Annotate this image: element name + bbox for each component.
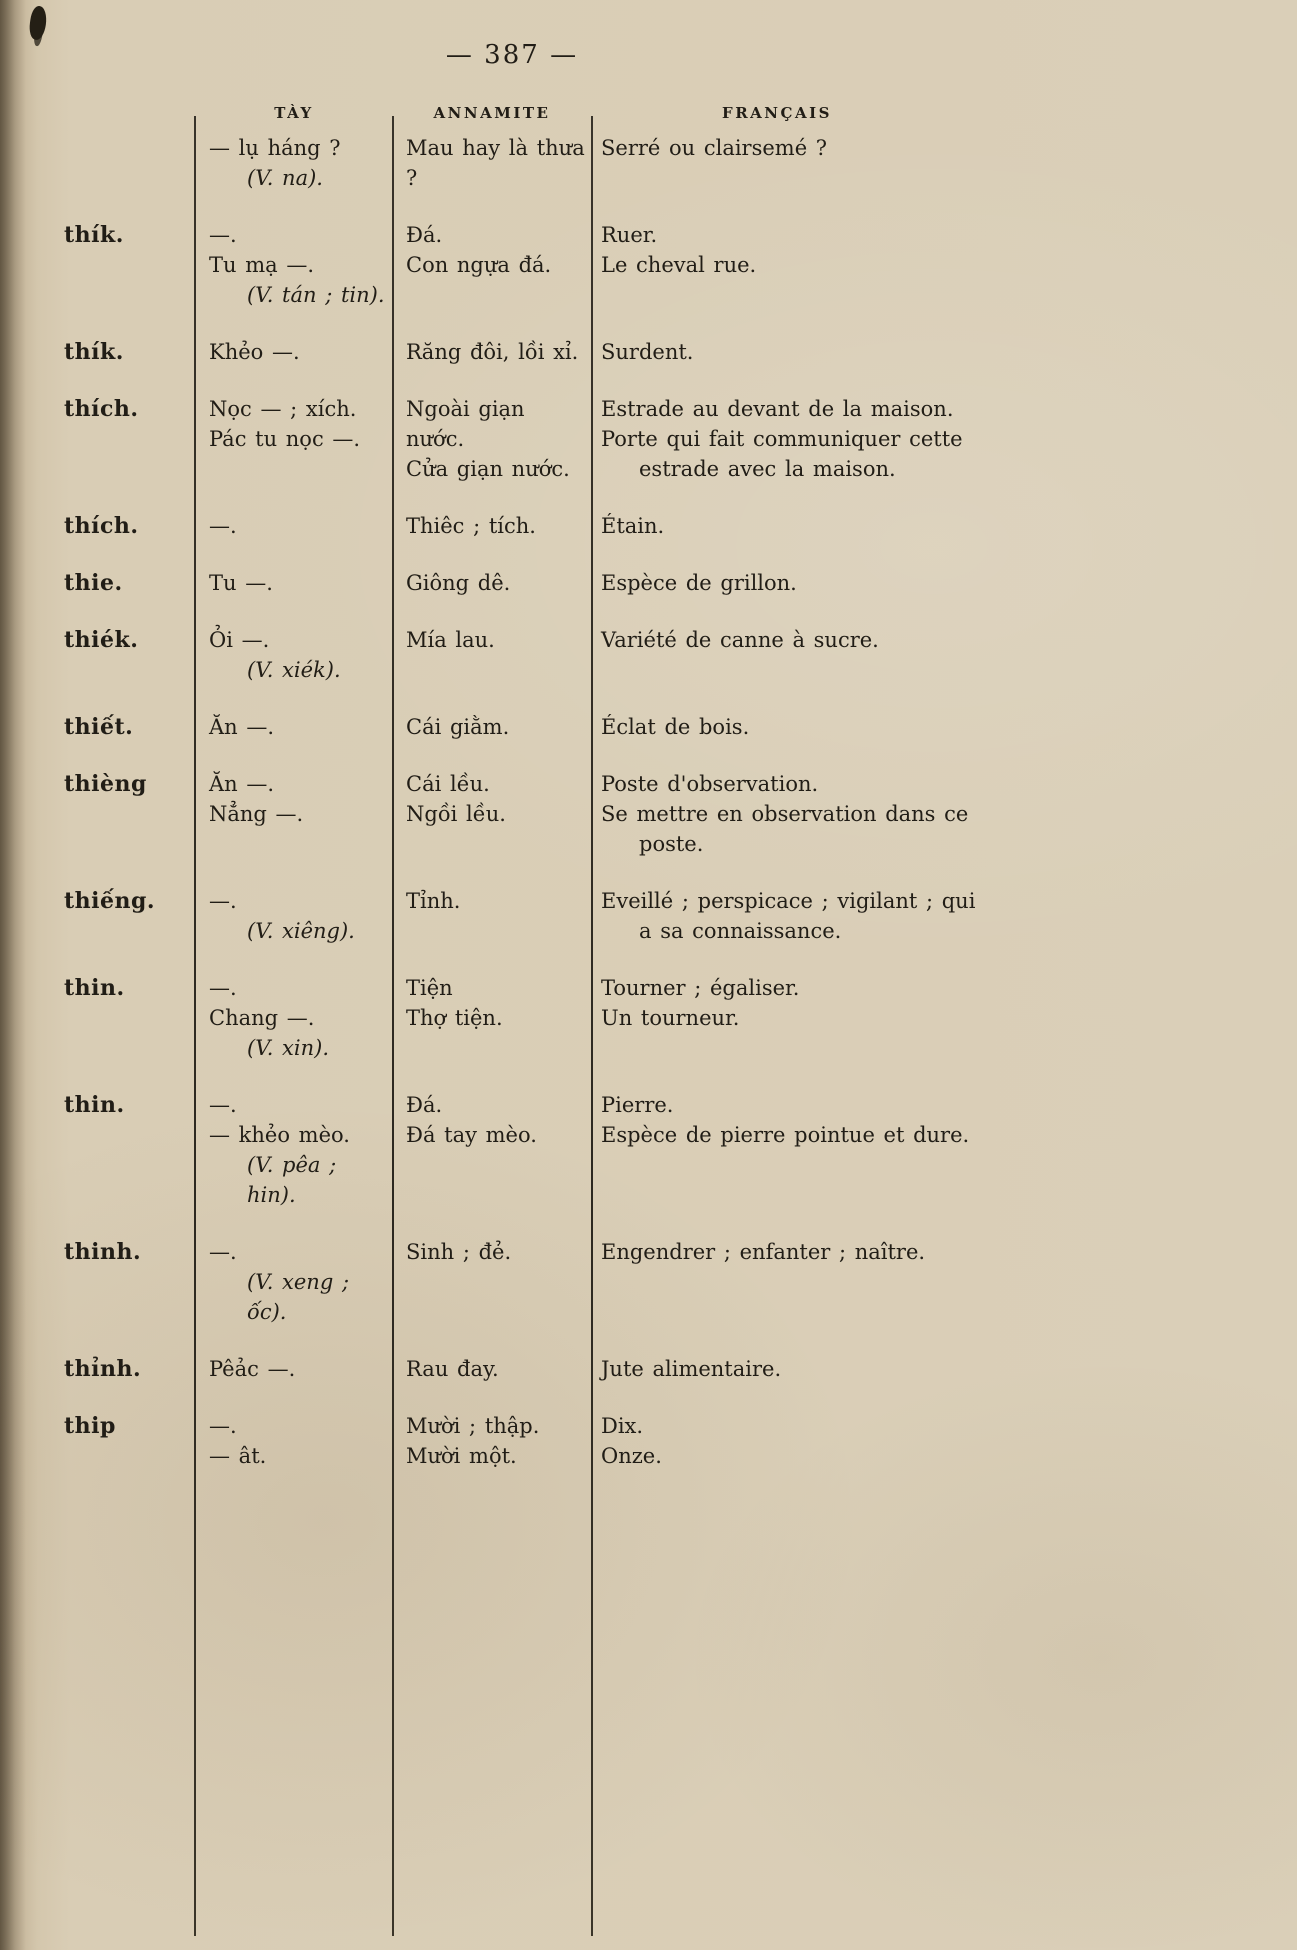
annamite-line: Thiêc ; tích. — [406, 514, 536, 538]
annamite-line: Đá. — [406, 1093, 443, 1117]
annamite-cell — [392, 568, 591, 598]
francais-line: estrade avec la maison. — [639, 457, 896, 481]
annamite-cell — [392, 712, 591, 742]
francais-line: Le cheval rue. — [601, 253, 757, 277]
annamite-line: Mười một. — [406, 1444, 517, 1468]
francais-line: poste. — [639, 832, 704, 856]
table-row — [0, 220, 1297, 310]
annamite-cell — [392, 1090, 591, 1150]
tay-cell — [195, 220, 392, 310]
table-row — [0, 973, 1297, 1063]
annamite-cell — [392, 511, 591, 541]
tay-line: —. — [209, 1240, 237, 1264]
headword-cell: thièng — [64, 771, 147, 797]
tay-cell — [195, 973, 392, 1063]
francais-cell — [591, 394, 1297, 484]
annamite-cell — [392, 973, 591, 1033]
tay-line: Ỏi —. — [209, 628, 270, 652]
table-row — [0, 886, 1297, 946]
table-row — [0, 769, 1297, 859]
annamite-line: Thợ tiện. — [406, 1006, 503, 1030]
tay-line: — ât. — [209, 1444, 267, 1468]
francais-line: Porte qui fait communiquer cette — [601, 427, 963, 451]
dictionary-table-body — [0, 133, 1297, 1498]
francais-line: Un tourneur. — [601, 1006, 740, 1030]
annamite-line: Cửa giạn nước. — [406, 457, 570, 481]
tay-line: Pác tu nọc —. — [209, 427, 361, 451]
tay-line: —. — [209, 223, 237, 247]
tay-cell — [195, 1237, 392, 1327]
annamite-cell — [392, 220, 591, 280]
headword-cell: thin. — [64, 975, 125, 1001]
francais-line: Espèce de pierre pointue et dure. — [601, 1123, 970, 1147]
annamite-line: Mía lau. — [406, 628, 495, 652]
annamite-cell — [392, 394, 591, 484]
annamite-cell — [392, 1411, 591, 1471]
table-row — [0, 712, 1297, 742]
tay-cell — [195, 568, 392, 598]
francais-line: Variété de canne à sucre. — [601, 628, 879, 652]
annamite-cell — [392, 625, 591, 655]
tay-cell — [195, 769, 392, 829]
headword-cell: thip — [64, 1413, 116, 1439]
annamite-line: Rau đay. — [406, 1357, 499, 1381]
francais-line: Poste d'observation. — [601, 772, 819, 796]
francais-line: Dix. — [601, 1414, 644, 1438]
francais-line: Eveillé ; perspicace ; vigilant ; qui — [601, 889, 976, 913]
tay-line: (V. xiêng). — [247, 919, 355, 943]
column-header-francais: FRANÇAIS — [722, 104, 832, 122]
column-header-tay: TÀY — [274, 104, 314, 122]
tay-line: Ăn —. — [209, 772, 275, 796]
francais-cell — [591, 1237, 1297, 1267]
tay-line: Tu mạ —. — [209, 253, 314, 277]
table-row — [0, 625, 1297, 685]
francais-cell — [591, 337, 1297, 367]
table-row — [0, 1090, 1297, 1210]
headword-cell: thinh. — [64, 1239, 142, 1265]
tay-line: —. — [209, 514, 237, 538]
tay-line: —. — [209, 1414, 237, 1438]
tay-cell — [195, 1411, 392, 1471]
headword-cell: thie. — [64, 570, 123, 596]
table-row — [0, 568, 1297, 598]
francais-line: Engendrer ; enfanter ; naître. — [601, 1240, 926, 1264]
francais-cell — [591, 1090, 1297, 1150]
tay-line: —. — [209, 889, 237, 913]
tay-cell — [195, 511, 392, 541]
headword-cell: thík. — [64, 222, 124, 248]
annamite-cell — [392, 133, 591, 193]
column-header-annamite: ANNAMITE — [433, 104, 551, 122]
tay-cell — [195, 1090, 392, 1210]
tay-cell — [195, 712, 392, 742]
tay-cell — [195, 886, 392, 946]
tay-line: Chang —. — [209, 1006, 315, 1030]
francais-line: Jute alimentaire. — [601, 1357, 782, 1381]
tay-line: (V. pêa ; hin). — [247, 1153, 337, 1207]
tay-line: (V. tán ; tin). — [247, 283, 385, 307]
tay-line: — lụ háng ? — [209, 136, 341, 160]
annamite-line: Đá. — [406, 223, 443, 247]
francais-line: Pierre. — [601, 1093, 674, 1117]
headword-cell: thiék. — [64, 627, 139, 653]
tay-line: (V. na). — [247, 166, 323, 190]
table-row — [0, 1237, 1297, 1327]
tay-cell — [195, 394, 392, 454]
francais-line: Se mettre en observation dans ce — [601, 802, 969, 826]
francais-cell — [591, 1411, 1297, 1471]
annamite-line: Tỉnh. — [406, 889, 461, 913]
annamite-line: Đá tay mèo. — [406, 1123, 537, 1147]
francais-line: Ruer. — [601, 223, 658, 247]
annamite-line: Cái lều. — [406, 772, 490, 796]
annamite-line: Mười ; thập. — [406, 1414, 540, 1438]
annamite-cell — [392, 1237, 591, 1267]
tay-line: Khẻo —. — [209, 340, 300, 364]
headword-cell: thỉnh. — [64, 1356, 142, 1382]
table-row — [0, 511, 1297, 541]
francais-cell — [591, 1354, 1297, 1384]
francais-cell — [591, 568, 1297, 598]
francais-cell — [591, 220, 1297, 280]
francais-cell — [591, 625, 1297, 655]
table-row — [0, 337, 1297, 367]
francais-cell — [591, 712, 1297, 742]
annamite-cell — [392, 886, 591, 916]
francais-line: a sa connaissance. — [639, 919, 842, 943]
annamite-line: Cái giằm. — [406, 715, 510, 739]
francais-line: Tourner ; égaliser. — [601, 976, 800, 1000]
francais-cell — [591, 886, 1297, 946]
headword-cell: thích. — [64, 396, 139, 422]
francais-line: Étain. — [601, 514, 665, 538]
headword-cell: thiếng. — [64, 888, 156, 914]
table-row — [0, 1354, 1297, 1384]
francais-cell — [591, 133, 1297, 163]
tay-line: (V. xin). — [247, 1036, 329, 1060]
ink-mark — [28, 5, 49, 41]
francais-cell — [591, 973, 1297, 1033]
francais-line: Éclat de bois. — [601, 715, 750, 739]
annamite-line: Ngồi lều. — [406, 802, 506, 826]
tay-cell — [195, 625, 392, 685]
francais-line: Espèce de grillon. — [601, 571, 797, 595]
francais-line: Estrade au devant de la maison. — [601, 397, 954, 421]
annamite-line: Con ngựa đá. — [406, 253, 552, 277]
francais-line: Surdent. — [601, 340, 694, 364]
annamite-line: Ngoài giạn nước. — [406, 397, 525, 451]
tay-cell — [195, 337, 392, 367]
headword-cell: thích. — [64, 513, 139, 539]
headword-cell: thík. — [64, 339, 124, 365]
tay-line: —. — [209, 1093, 237, 1117]
tay-line: Nọc — ; xích. — [209, 397, 357, 421]
annamite-line: Sinh ; đẻ. — [406, 1240, 512, 1264]
annamite-line: Răng đôi, lồi xỉ. — [406, 340, 579, 364]
tay-line: —. — [209, 976, 237, 1000]
francais-line: Serré ou clairsemé ? — [601, 136, 828, 160]
headword-cell: thin. — [64, 1092, 125, 1118]
annamite-line: Mau hay là thưa ? — [406, 136, 585, 190]
francais-cell — [591, 769, 1297, 859]
page-number: — 387 — — [445, 40, 579, 70]
headword-cell: thiết. — [64, 714, 134, 740]
table-row — [0, 1411, 1297, 1471]
annamite-line: Giông dê. — [406, 571, 511, 595]
francais-cell — [591, 511, 1297, 541]
tay-line: — khẻo mèo. — [209, 1123, 350, 1147]
tay-line: (V. xeng ; ốc). — [247, 1270, 350, 1324]
annamite-cell — [392, 337, 591, 367]
tay-line: (V. xiék). — [247, 658, 341, 682]
annamite-line: Tiện — [406, 976, 453, 1000]
table-row — [0, 394, 1297, 484]
tay-line: Ăn —. — [209, 715, 275, 739]
tay-line: Tu —. — [209, 571, 273, 595]
tay-cell — [195, 1354, 392, 1384]
tay-line: Pêảc —. — [209, 1357, 296, 1381]
annamite-cell — [392, 1354, 591, 1384]
table-row — [0, 133, 1297, 193]
francais-line: Onze. — [601, 1444, 662, 1468]
annamite-cell — [392, 769, 591, 829]
tay-line: Nẳng —. — [209, 802, 304, 826]
tay-cell — [195, 133, 392, 193]
